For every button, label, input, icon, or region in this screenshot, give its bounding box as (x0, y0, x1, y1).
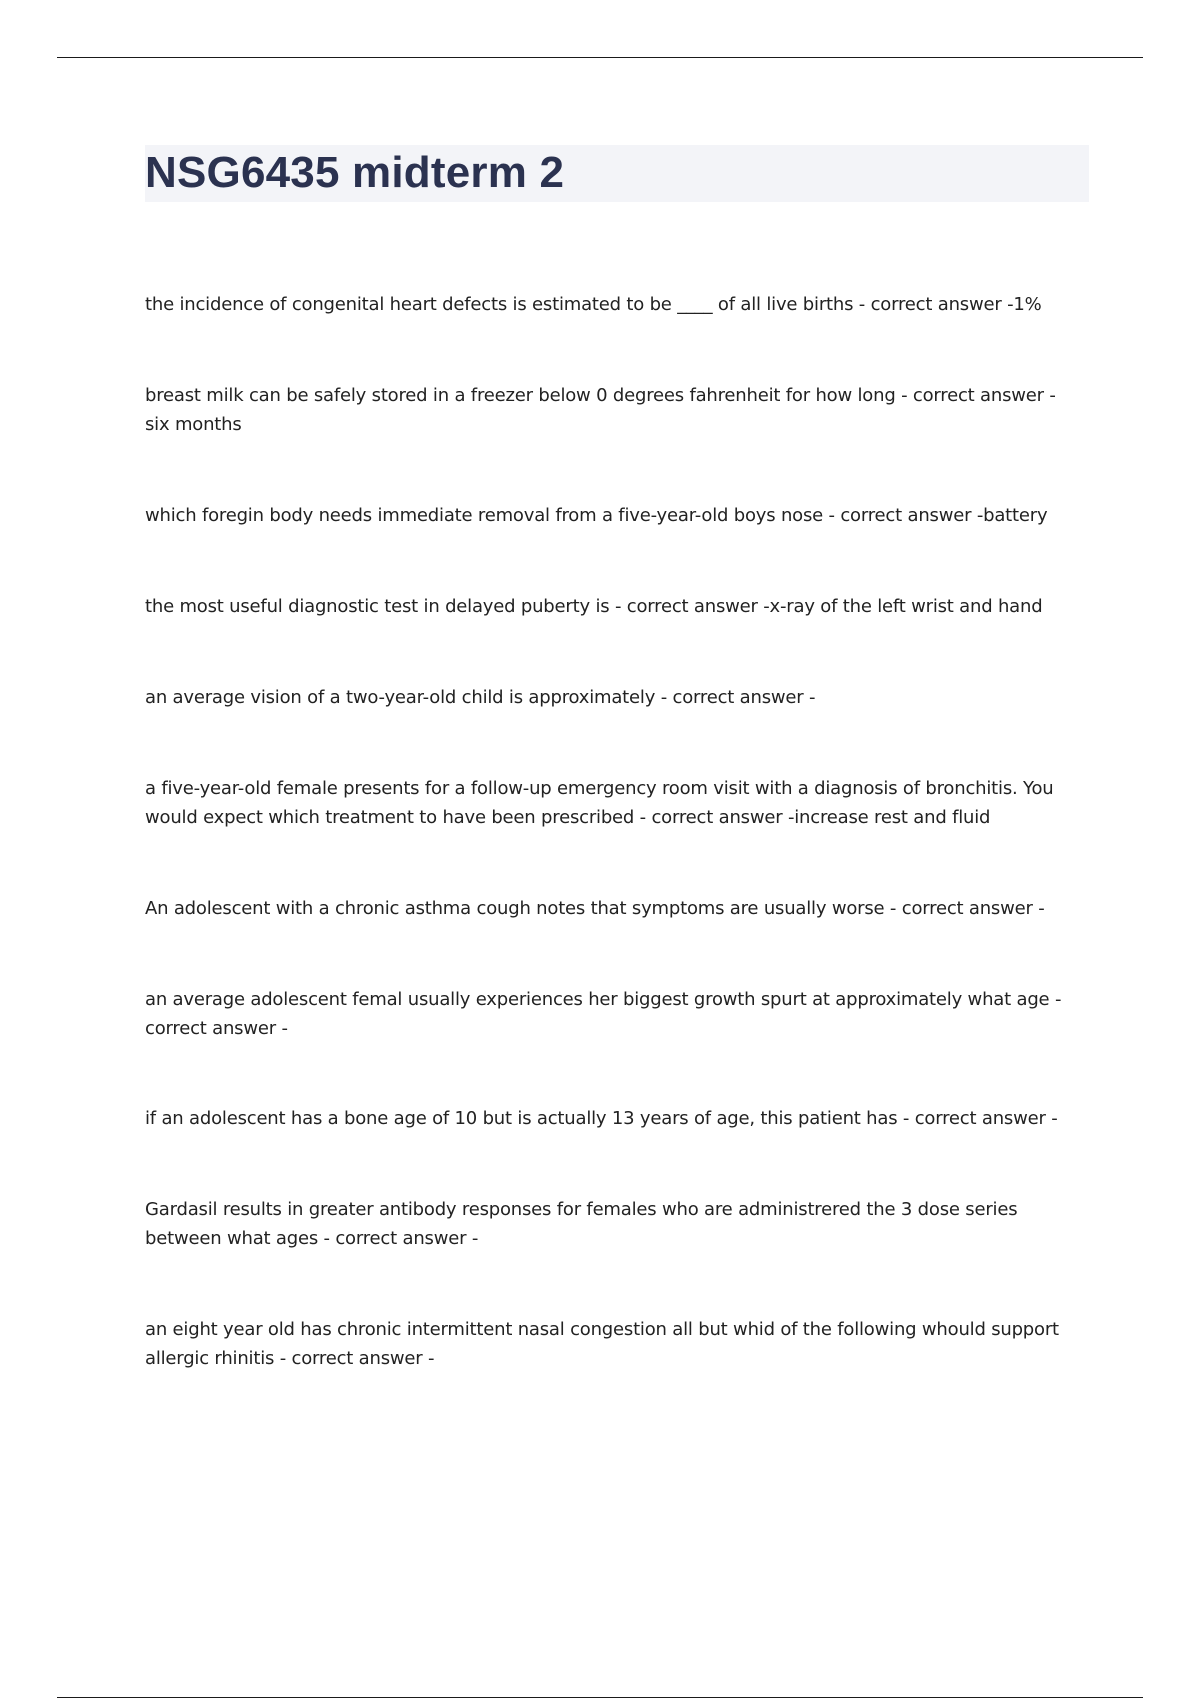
top-rule (57, 57, 1143, 58)
question-item: if an adolescent has a bone age of 10 but is actually 13 years of age, this patient has - correct answer - (145, 1108, 1058, 1129)
bottom-rule (57, 1697, 1143, 1698)
question-item: the incidence of congenital heart defects is estimated to be ____ of all live births - correct answer -1% (145, 294, 1042, 315)
question-item: an average vision of a two-year-old child is approximately - correct answer - (145, 687, 816, 708)
question-item: An adolescent with a chronic asthma cough notes that symptoms are usually worse - correct answer - (145, 898, 1045, 919)
question-item: breast milk can be safely stored in a freezer below 0 degrees fahrenheit for how long - correct answer - six months (145, 385, 1056, 435)
question-item: a five-year-old female presents for a follow-up emergency room visit with a diagnosis of bronchitis. You would expect which treatment to have been prescribed - correct answer -increase rest and fluid (145, 778, 1054, 828)
question-item: the most useful diagnostic test in delayed puberty is - correct answer -x-ray of the left wrist and hand (145, 596, 1043, 617)
question-item: an eight year old has chronic intermittent nasal congestion all but whid of the following whould support allergic rhinitis - correct answer - (145, 1319, 1059, 1369)
document-title: NSG6435 midterm 2 (145, 148, 565, 197)
question-item: Gardasil results in greater antibody responses for females who are administrered the 3 dose series between what ages - correct answer - (145, 1199, 1018, 1249)
question-item: an average adolescent femal usually experiences her biggest growth spurt at approximately what age - correct answer - (145, 989, 1062, 1039)
question-item: which foregin body needs immediate removal from a five-year-old boys nose - correct answer -battery (145, 505, 1048, 526)
